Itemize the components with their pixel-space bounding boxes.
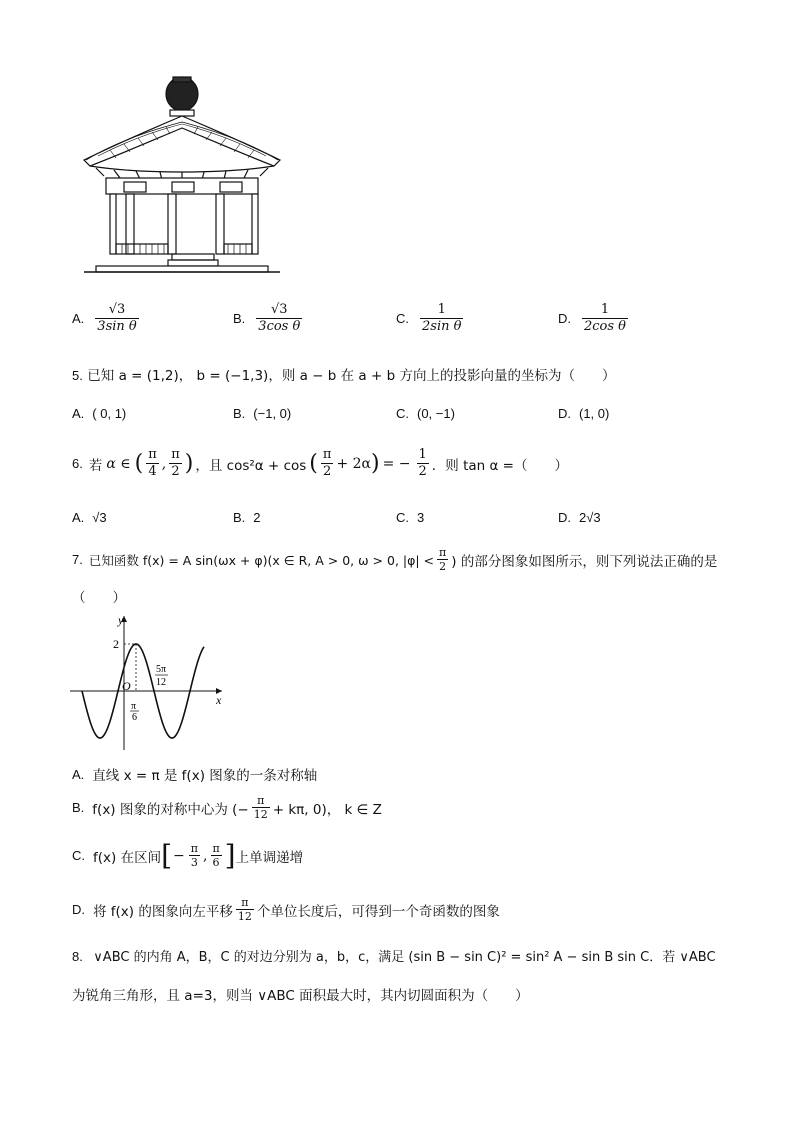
inner-fraction (321, 447, 334, 480)
q4-option-d[interactable] (558, 302, 631, 335)
denominator: 12 (237, 910, 252, 923)
question-6: 6. 若 α ∈ ( $\frac{\pi}{4}$ , $\frac{\pi}{2}$ ) ，且 cos²α + cos ( $\frac{\pi}{2}$ + 2α ) = − $\frac{1}{2}$ ．则 tan α =（ ） (72, 447, 568, 479)
question-number: 8. (72, 949, 83, 964)
denominator: 2 (418, 464, 427, 479)
option-fraction (236, 896, 254, 923)
question-number: 6. (72, 456, 83, 471)
numerator: π (241, 896, 249, 909)
question-text-a: 已知函数 f(x) = A sin(ωx + φ)(x ∈ R, A > 0, ω > 0, |φ| < (88, 552, 435, 568)
q5-option-b[interactable] (233, 406, 291, 421)
denominator: 2sin θ (422, 319, 462, 334)
option-label: D. (558, 311, 571, 326)
q6-option-d[interactable] (558, 510, 601, 525)
denominator: 4 (148, 464, 157, 479)
y-axis-label: y (118, 613, 124, 627)
option-fraction (420, 302, 463, 335)
tick2-num: 5π (156, 664, 167, 675)
option-value: 2 (253, 510, 261, 525)
numerator: π (148, 447, 157, 462)
denominator: 3sin θ (97, 319, 137, 334)
q4-option-c[interactable] (396, 302, 466, 335)
question-prefix: 若 (88, 457, 103, 474)
interval-left (189, 842, 200, 869)
numerator: π (212, 842, 220, 855)
question-7 (72, 546, 717, 573)
tick1-den: 6 (132, 712, 137, 723)
answer-paren: （ ） (72, 590, 126, 606)
option-text-pre: 将 f(x) 的图象向左平移 (93, 903, 233, 920)
option-fraction (256, 302, 302, 335)
q4-option-b[interactable] (233, 302, 305, 335)
question-mid: ，且 cos²α + cos (195, 457, 307, 474)
rhs-fraction (417, 447, 429, 480)
equals: = − (382, 455, 411, 472)
denominator: 2cos θ (584, 319, 627, 334)
question-suffix: ．则 tan α =（ ） (431, 457, 568, 474)
option-label: B. (233, 311, 246, 326)
q6-option-a[interactable] (72, 510, 107, 525)
denominator: 2 (171, 464, 180, 479)
q6-option-c[interactable] (396, 510, 424, 525)
phi-bound (437, 546, 448, 573)
numerator: 1 (437, 302, 446, 317)
option-label: C. (72, 848, 85, 863)
denominator: 3cos θ (258, 319, 301, 334)
question-5 (72, 364, 615, 384)
x-axis-label: x (216, 693, 222, 707)
denominator: 12 (253, 808, 268, 821)
question-text-line1: ∨ABC 的内角 A，B，C 的对边分别为 a，b，c，满足 (sin B − sin C)² = sin² A − sin B sin C．若 ∨ABC (93, 950, 716, 965)
option-label: D. (72, 902, 85, 917)
question-8 (72, 946, 716, 965)
option-value: √3 (92, 510, 107, 525)
numerator: π (322, 447, 332, 462)
option-fraction (252, 794, 270, 821)
option-value: ( 0, 1) (92, 406, 127, 421)
option-label: C. (396, 510, 409, 525)
denominator: 3 (190, 856, 198, 869)
pavilion-illustration (76, 72, 288, 278)
numerator: 1 (600, 302, 610, 317)
q7-option-c[interactable]: C. f(x) 在区间 [ − $\frac{\pi}{3}$ , $\frac{\pi}{6}$ ] 上单调递增 (72, 838, 304, 872)
numerator: √3 (271, 302, 288, 317)
question-number: 7. (72, 552, 83, 567)
option-fraction (95, 302, 138, 335)
q7-option-a[interactable] (72, 764, 317, 784)
option-label: D. (558, 406, 571, 421)
option-value: (0, −1) (417, 406, 455, 421)
option-value: (1, 0) (579, 406, 610, 421)
option-value: (−1, 0) (253, 406, 292, 421)
inner-tail: + 2α (336, 455, 371, 472)
option-label: B. (72, 800, 85, 815)
option-label: B. (233, 510, 246, 525)
option-label: C. (396, 311, 409, 326)
q5-option-d[interactable] (558, 406, 609, 421)
option-text-post: + kπ, 0)， k ∈ Z (272, 801, 382, 818)
option-text: 直线 x = π 是 f(x) 图象的一条对称轴 (92, 768, 318, 784)
tick2-den: 12 (156, 677, 166, 688)
q7-option-d[interactable] (72, 896, 500, 923)
question-text: 已知 a = (1,2)， b = (−1,3)，则 a − b 在 a + b 方向上的投影向量的坐标为（ ） (87, 368, 616, 384)
option-value: 3 (417, 510, 425, 525)
function-graph (66, 612, 230, 752)
option-text-post: 上单调递增 (235, 849, 304, 866)
option-label: A. (72, 766, 85, 782)
numerator: 1 (418, 447, 427, 462)
option-text-pre: f(x) 在区间 (93, 849, 162, 866)
q6-option-b[interactable] (233, 510, 261, 525)
question-text-b: ) 的部分图象如图所示，则下列说法正确的是 (451, 553, 718, 570)
denominator: 2 (323, 464, 332, 479)
numerator: π (171, 447, 180, 462)
denominator: 6 (212, 856, 220, 869)
numerator: π (257, 794, 265, 807)
q5-option-a[interactable] (72, 406, 126, 421)
option-fraction (582, 302, 628, 335)
option-label: D. (558, 510, 571, 525)
q4-option-a[interactable] (72, 302, 142, 335)
option-label: A. (72, 311, 85, 326)
option-value: 2√3 (579, 510, 601, 525)
tick1-num: π (131, 701, 137, 712)
question-8-line2: 为锐角三角形，且 a=3，则当 ∨ABC 面积最大时，其内切圆面积为（ ） (72, 988, 529, 1004)
option-label: A. (72, 406, 85, 421)
numerator: √3 (108, 302, 126, 317)
question-number: 5. (72, 368, 83, 383)
option-label: B. (233, 406, 246, 421)
option-text-pre: f(x) 图象的对称中心为 (− (92, 801, 249, 818)
interval-right (210, 842, 221, 869)
option-label: A. (72, 510, 85, 525)
numerator: π (439, 546, 447, 559)
interval-left (146, 447, 159, 480)
q5-option-c[interactable] (396, 406, 455, 421)
peak-label: 2 (113, 637, 119, 651)
option-label: C. (396, 406, 409, 421)
denominator: 2 (439, 560, 447, 573)
origin-label: O (122, 679, 131, 693)
interval-right (169, 447, 182, 480)
option-text-post: 个单位长度后，可得到一个奇函数的图象 (256, 903, 500, 920)
q7-option-b[interactable] (72, 794, 382, 821)
numerator: π (190, 842, 198, 855)
